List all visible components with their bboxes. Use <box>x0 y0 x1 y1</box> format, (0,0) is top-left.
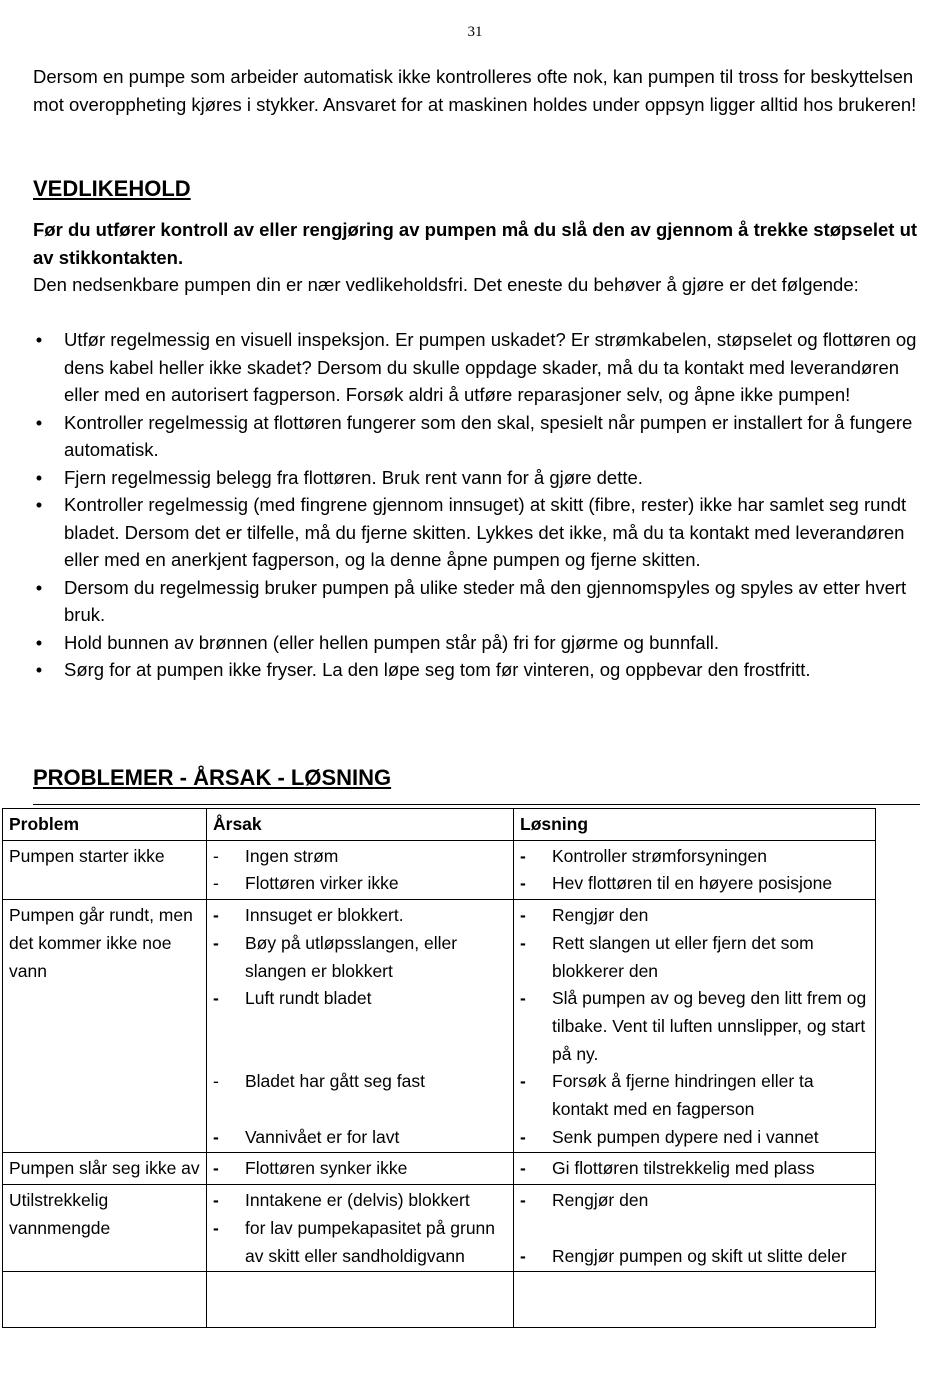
problem-cell: Pumpen slår seg ikke av <box>3 1153 207 1185</box>
table-row <box>3 840 876 899</box>
dash-marker: - <box>520 873 526 894</box>
maintenance-heading: VEDLIKEHOLD <box>33 176 191 201</box>
solution-text: Hev flottøren til en høyere posisjone <box>552 873 833 894</box>
dash-marker: - <box>213 932 219 953</box>
table-row <box>3 1153 876 1185</box>
bullet-icon: • <box>35 466 43 488</box>
dash-marker: - <box>520 1071 526 1092</box>
maintenance-bullet-list <box>33 326 923 684</box>
solution-text: Rengjør den <box>552 905 649 926</box>
cause-text: Ingen strøm <box>245 845 339 866</box>
column-header-cause: Årsak <box>207 809 514 841</box>
dash-marker: - <box>213 1071 219 1092</box>
solution-text: Rengjør den <box>552 1190 649 1211</box>
problem-cell: Pumpen starter ikke <box>3 840 207 899</box>
dash-marker: - <box>520 1158 526 1179</box>
cause-cell <box>207 840 514 899</box>
maintenance-description: Den nedsenkbare pumpen din er nær vedlikeholdsfri. Det eneste du behøver å gjøre er det følgende: <box>33 274 859 295</box>
empty-cell <box>207 1272 514 1328</box>
table-row <box>3 900 876 1153</box>
solution-text: Senk pumpen dypere ned i vannet <box>552 1126 819 1147</box>
dash-marker: - <box>213 1158 219 1179</box>
table-row <box>3 1185 876 1272</box>
bullet-icon: • <box>35 631 43 653</box>
dash-marker: - <box>213 845 219 866</box>
dash-marker: - <box>213 1190 219 1211</box>
table-header-row <box>3 809 876 841</box>
list-item: • Fjern regelmessig belegg fra flottøren. Bruk rent vann for å gjøre dette. <box>33 464 923 492</box>
cause-text: Bøy på utløpsslangen, eller slangen er blokkert <box>245 932 458 981</box>
maintenance-warning: Før du utfører kontroll av eller rengjøring av pumpen må du slå den av gjennom å trekke støpselet ut av stikkontakten. <box>33 219 918 268</box>
dash-marker: - <box>520 1126 526 1147</box>
intro-paragraph: Dersom en pumpe som arbeider automatisk ikke kontrolleres ofte nok, kan pumpen til tross for beskyttelsen mot overoppheting kjøres i stykker. Ansvaret for at maskinen holdes under oppsyn ligger alltid hos brukeren! <box>33 66 917 115</box>
problem-cell: Pumpen går rundt, men det kommer ikke noe vann <box>3 900 207 1153</box>
page-number: 31 <box>467 24 483 40</box>
solution-text: Gi flottøren tilstrekkelig med plass <box>552 1158 815 1179</box>
list-item: • Dersom du regelmessig bruker pumpen på ulike steder må den gjennomspyles og spyles av etter hvert bruk. <box>33 574 923 629</box>
column-header-problem: Problem <box>3 809 207 841</box>
dash-marker: - <box>520 1190 526 1211</box>
solution-text: Slå pumpen av og beveg den litt frem og tilbake. Vent til luften unnslipper, og start på ny. <box>552 988 867 1064</box>
list-item: • Utfør regelmessig en visuell inspeksjon. Er pumpen uskadet? Er strømkabelen, støpselet og flottøren og dens kabel heller ikke skadet? Dersom du skulle oppdage skader, må du ta kontakt med leverandøren eller med en autorisert fagperson. Forsøk aldri å utføre reparasjoner selv, og åpne ikke pumpen! <box>33 326 923 409</box>
solution-text: Rett slangen ut eller fjern det som blokkerer den <box>552 932 814 981</box>
cause-text: Bladet har gått seg fast <box>245 1071 425 1092</box>
empty-cell <box>514 1272 876 1328</box>
cause-text: Flottøren synker ikke <box>245 1158 408 1179</box>
dash-marker: - <box>213 1217 219 1238</box>
table-row-empty <box>3 1272 876 1328</box>
problem-cell: Utilstrekkelig vannmengde <box>3 1185 207 1272</box>
cause-text: Flottøren virker ikke <box>245 873 399 894</box>
list-item: • Hold bunnen av brønnen (eller hellen pumpen står på) fri for gjørme og bunnfall. <box>33 629 923 657</box>
list-item: • Kontroller regelmessig (med fingrene gjennom innsuget) at skitt (fibre, rester) ikke har samlet seg rundt bladet. Dersom det er tilfelle, må du fjerne skitten. Lykkes det ikke, må du ta kontakt med leverandøren eller med en anerkjent fagperson, og la denne åpne pumpen og fjerne skitten. <box>33 491 923 574</box>
dash-marker: - <box>520 845 526 866</box>
cause-cell <box>207 1185 514 1272</box>
bullet-icon: • <box>35 411 43 433</box>
dash-marker: - <box>213 1126 219 1147</box>
column-header-solution: Løsning <box>514 809 876 841</box>
list-item: • Sørg for at pumpen ikke fryser. La den løpe seg tom før vinteren, og oppbevar den frostfritt. <box>33 656 923 684</box>
dash-marker: - <box>520 1245 526 1266</box>
empty-cell <box>3 1272 207 1328</box>
solution-cell <box>514 840 876 899</box>
cause-cell <box>207 1153 514 1185</box>
solution-cell <box>514 1185 876 1272</box>
dash-marker: - <box>520 905 526 926</box>
cause-text: Innsuget er blokkert. <box>245 905 404 926</box>
heading-divider <box>33 804 920 805</box>
solution-cell <box>514 900 876 1153</box>
cause-text: Inntakene er (delvis) blokkert <box>245 1190 470 1211</box>
dash-marker: - <box>213 905 219 926</box>
dash-marker: - <box>520 932 526 953</box>
dash-marker: - <box>213 988 219 1009</box>
troubleshooting-heading: PROBLEMER - ÅRSAK - LØSNING <box>33 765 392 790</box>
cause-text: Vannivået er for lavt <box>245 1126 400 1147</box>
bullet-icon: • <box>35 576 43 598</box>
solution-text: Kontroller strømforsyningen <box>552 845 767 866</box>
dash-marker: - <box>520 988 526 1009</box>
cause-text: Luft rundt bladet <box>245 988 372 1009</box>
cause-cell <box>207 900 514 1153</box>
solution-cell <box>514 1153 876 1185</box>
bullet-icon: • <box>35 329 43 350</box>
bullet-icon: • <box>35 659 43 680</box>
bullet-icon: • <box>35 494 43 515</box>
cause-text: for lav pumpekapasitet på grunn av skitt eller sandholdigvann <box>245 1217 496 1266</box>
troubleshooting-table <box>2 808 876 1328</box>
solution-text: Rengjør pumpen og skift ut slitte deler <box>552 1245 847 1266</box>
list-item: • Kontroller regelmessig at flottøren fungerer som den skal, spesielt når pumpen er installert for å fungere automatisk. <box>33 409 923 464</box>
solution-text: Forsøk å fjerne hindringen eller ta kontakt med en fagperson <box>552 1071 814 1120</box>
dash-marker: - <box>213 873 219 894</box>
